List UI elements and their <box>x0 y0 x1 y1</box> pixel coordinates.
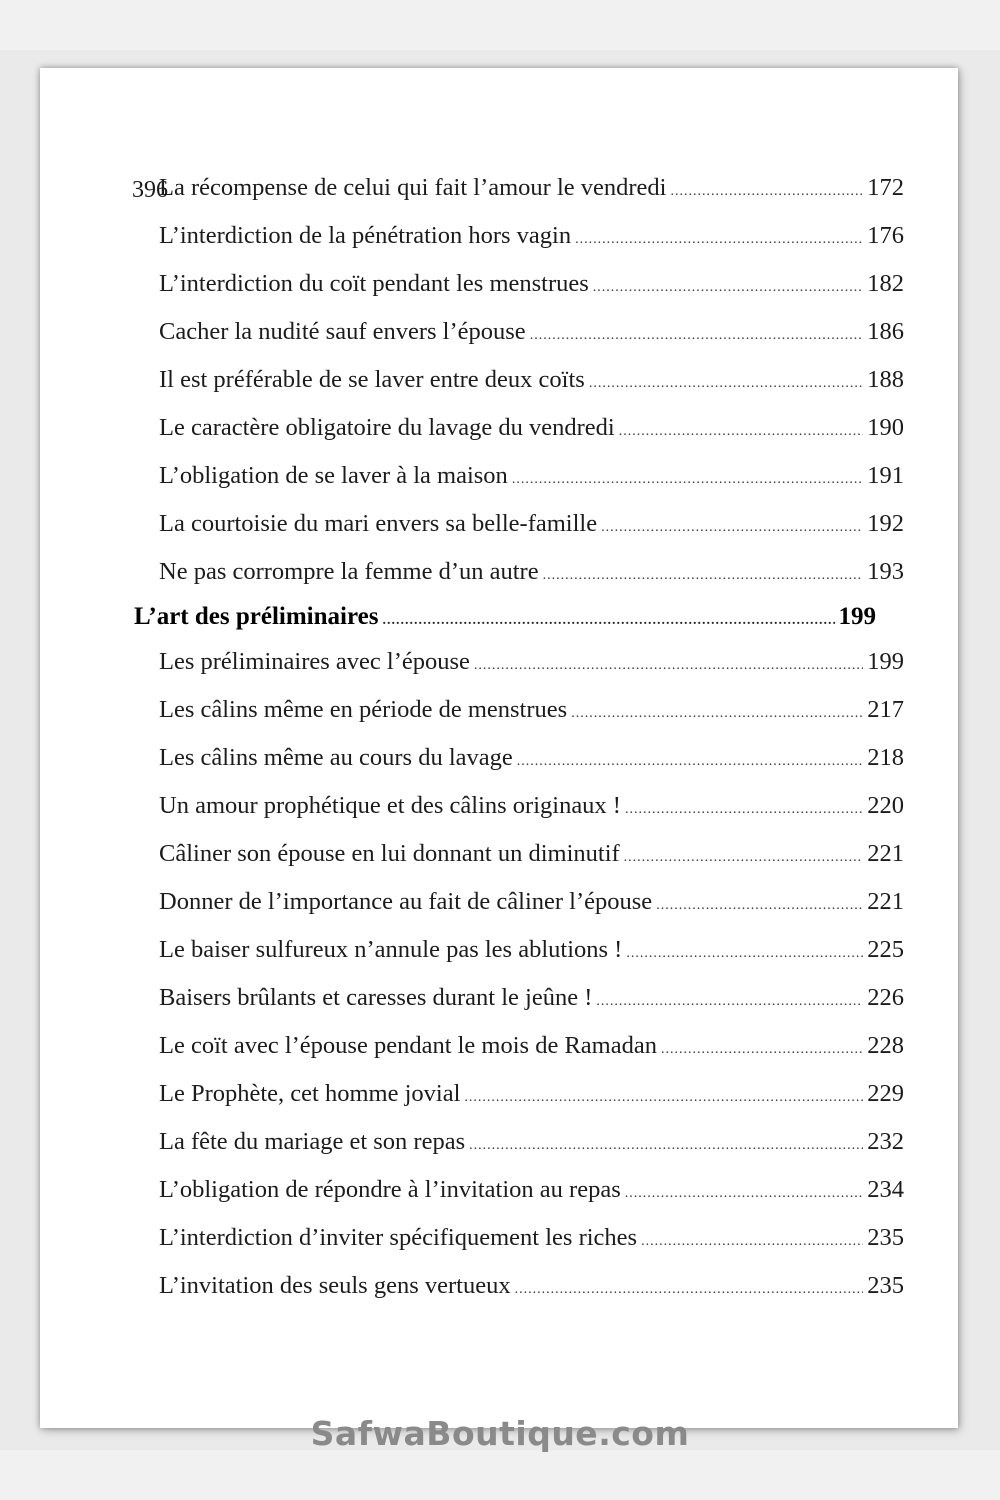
toc-entry-page: 220 <box>867 792 904 819</box>
toc-entry-title: Donner de l’importance au fait de câliner l’épouse <box>159 888 653 915</box>
dot-leader <box>596 978 863 1026</box>
toc-entry <box>134 548 904 596</box>
toc-entry-page: 199 <box>867 648 904 675</box>
toc-entry <box>134 1262 904 1310</box>
toc-entry-title: La courtoisie du mari envers sa belle-famille <box>159 510 598 537</box>
toc-entry-title: L’interdiction de la pénétration hors vagin <box>159 222 572 249</box>
toc-entry-title: Cacher la nudité sauf envers l’épouse <box>159 318 526 345</box>
toc-entry <box>134 404 904 452</box>
dot-leader <box>382 600 834 642</box>
dot-leader <box>661 1026 863 1074</box>
toc-entry-title: L’obligation de se laver à la maison <box>159 462 508 489</box>
toc-entry <box>134 974 904 1022</box>
toc-entry <box>134 212 904 260</box>
toc-entry-title: Les préliminaires avec l’épouse <box>159 648 470 675</box>
toc-entry-page: 172 <box>867 174 904 201</box>
toc-entry-page: 176 <box>867 222 904 249</box>
toc-entry-title: L’obligation de répondre à l’invitation au repas <box>159 1176 621 1203</box>
toc-entry <box>134 1022 904 1070</box>
dot-leader <box>619 408 864 456</box>
toc-entry-page: 217 <box>867 696 904 723</box>
dot-leader <box>656 882 863 930</box>
toc-entry-page: 221 <box>867 840 904 867</box>
toc-entry-title: Ne pas corrompre la femme d’un autre <box>159 558 539 585</box>
dot-leader <box>515 1266 864 1314</box>
page-number: 396 <box>132 177 168 203</box>
toc-entry-page: 225 <box>867 936 904 963</box>
watermark: SafwaBoutique.com <box>310 1414 690 1453</box>
toc-entry <box>134 782 904 830</box>
dot-leader <box>670 168 863 216</box>
dot-leader <box>625 1170 864 1218</box>
book-page <box>40 68 958 1428</box>
toc-entry-page: 192 <box>867 510 904 537</box>
toc-entry-title: La récompense de celui qui fait l’amour le vendredi <box>159 174 667 201</box>
toc-entry-title: L’interdiction du coït pendant les menstrues <box>159 270 589 297</box>
toc-entry <box>134 686 904 734</box>
toc-entry-page: 190 <box>867 414 904 441</box>
toc-entry-page: 235 <box>867 1272 904 1299</box>
toc-entry <box>134 638 904 686</box>
toc-entry <box>134 1118 904 1166</box>
toc-entry-title: Le caractère obligatoire du lavage du vendredi <box>159 414 615 441</box>
toc-entry <box>134 260 904 308</box>
toc-entry-title: Un amour prophétique et des câlins originaux ! <box>159 792 621 819</box>
toc-entry-page: 186 <box>867 318 904 345</box>
toc-entry-page: 188 <box>867 366 904 393</box>
dot-leader <box>624 834 864 882</box>
toc-entry-page: 191 <box>867 462 904 489</box>
toc-entry <box>134 452 904 500</box>
toc-entry-page: 182 <box>867 270 904 297</box>
toc-entry-page: 199 <box>838 603 876 630</box>
toc-entry-title: L’invitation des seuls gens vertueux <box>159 1272 511 1299</box>
toc-entry <box>134 164 904 212</box>
table-of-contents <box>134 164 904 1310</box>
dot-leader <box>464 1074 863 1122</box>
toc-entry-title: Les câlins même au cours du lavage <box>159 744 513 771</box>
dot-leader <box>517 738 863 786</box>
toc-entry <box>134 1070 904 1118</box>
toc-entry-page: 232 <box>867 1128 904 1155</box>
toc-entry-title: Les câlins même en période de menstrues <box>159 696 568 723</box>
toc-entry-title: Baisers brûlants et caresses durant le jeûne ! <box>159 984 593 1011</box>
toc-entry <box>134 830 904 878</box>
dot-leader <box>589 360 863 408</box>
toc-entry-page: 193 <box>867 558 904 585</box>
dot-leader <box>593 264 863 312</box>
toc-entry-page: 235 <box>867 1224 904 1251</box>
dot-leader <box>626 930 863 978</box>
toc-entry-title: Câliner son épouse en lui donnant un diminutif <box>159 840 620 867</box>
dot-leader <box>512 456 863 504</box>
toc-entry-title: Le baiser sulfureux n’annule pas les ablutions ! <box>159 936 623 963</box>
toc-entry-page: 226 <box>867 984 904 1011</box>
dot-leader <box>575 216 863 264</box>
toc-section-heading <box>134 596 904 638</box>
toc-entry-page: 221 <box>867 888 904 915</box>
toc-entry-title: L’interdiction d’inviter spécifiquement les riches <box>159 1224 638 1251</box>
toc-entry-page: 228 <box>867 1032 904 1059</box>
toc-entry-page: 234 <box>867 1176 904 1203</box>
toc-entry-title: La fête du mariage et son repas <box>159 1128 466 1155</box>
dot-leader <box>641 1218 863 1266</box>
toc-entry-title: Il est préférable de se laver entre deux coïts <box>159 366 585 393</box>
toc-entry <box>134 308 904 356</box>
toc-entry <box>134 356 904 404</box>
toc-entry <box>134 500 904 548</box>
dot-leader <box>469 1122 863 1170</box>
toc-entry-title: L’art des préliminaires <box>134 603 379 630</box>
toc-entry <box>134 1166 904 1214</box>
dot-leader <box>625 786 863 834</box>
toc-entry <box>134 734 904 782</box>
dot-leader <box>571 690 863 738</box>
dot-leader <box>543 552 864 600</box>
dot-leader <box>474 642 863 690</box>
toc-entry-page: 218 <box>867 744 904 771</box>
toc-entry <box>134 926 904 974</box>
dot-leader <box>530 312 864 360</box>
toc-entry <box>134 1214 904 1262</box>
toc-entry-title: Le Prophète, cet homme jovial <box>159 1080 461 1107</box>
toc-entry <box>134 878 904 926</box>
dot-leader <box>601 504 863 552</box>
toc-entry-title: Le coït avec l’épouse pendant le mois de Ramadan <box>159 1032 657 1059</box>
toc-entry-page: 229 <box>867 1080 904 1107</box>
